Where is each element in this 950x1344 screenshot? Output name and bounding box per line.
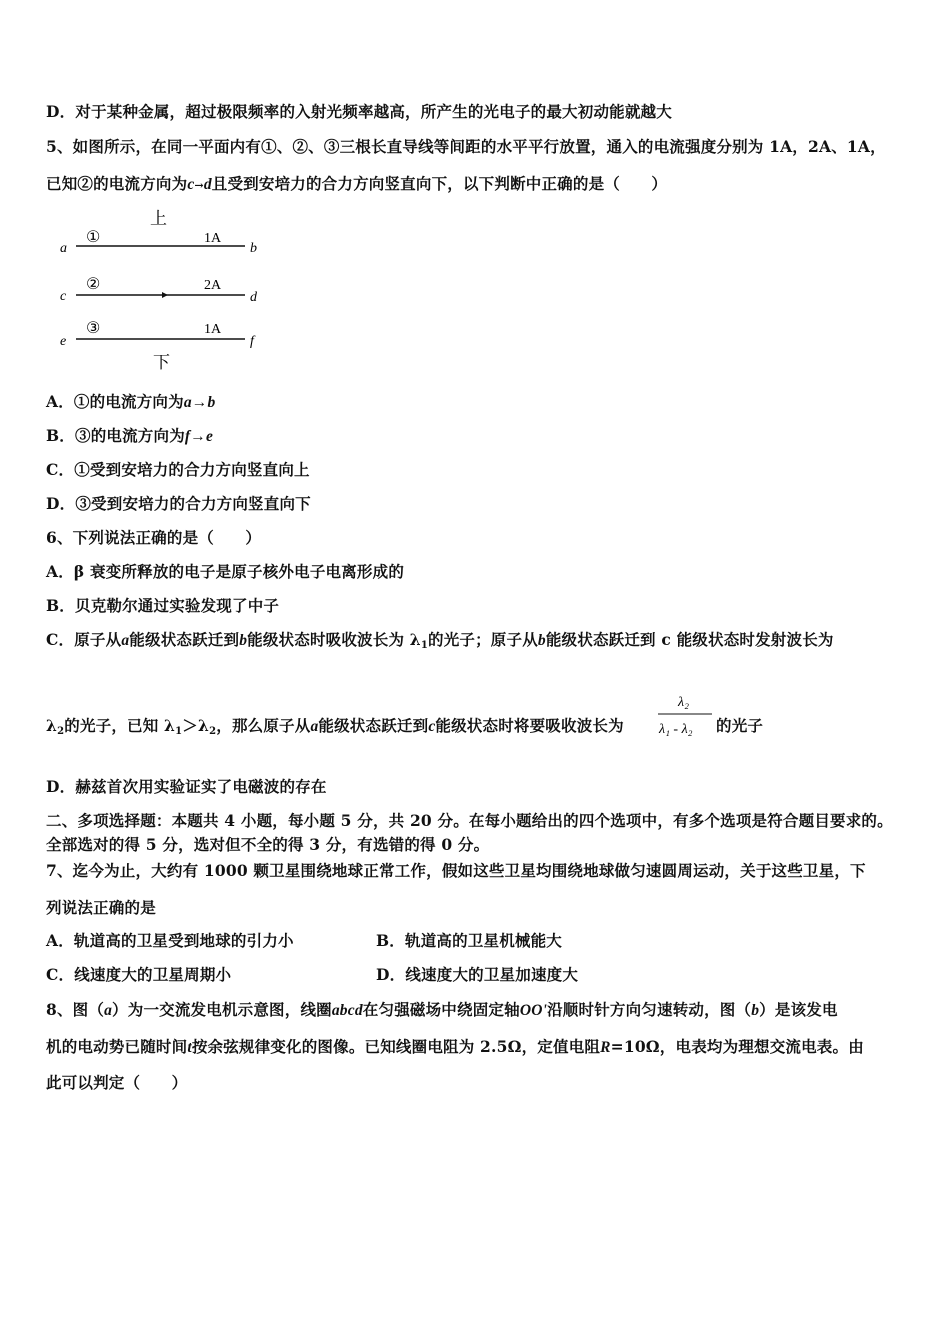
- wire-1-left-end: a: [60, 241, 67, 256]
- q6c2-t8: a: [310, 718, 319, 735]
- q6c-t8: b: [537, 632, 546, 649]
- q6c-t7: 的光子；原子从: [428, 630, 538, 649]
- wire-2-right-end: d: [250, 290, 257, 305]
- q6-stem: 6、下列说法正确的是（ ）: [46, 528, 262, 547]
- q8-stem-line3: 此可以判定（ ）: [46, 1073, 188, 1092]
- q5-var-d: d: [203, 176, 212, 193]
- q8-stem-line2: [46, 1037, 864, 1058]
- q6-option-c-tail: 的光子: [716, 716, 764, 735]
- q7-stem-line1: 7、迄今为止，大约有 1000 颗卫星围绕地球正常工作，假如这些卫星均围绕地球做匀速圆周运动，关于这些卫星，下: [46, 861, 866, 880]
- q8-u3: 按余弦规律变化的图像。已知线圈电阻为 2.5Ω，定值电阻: [191, 1037, 601, 1056]
- wire-2-number: ②: [86, 276, 101, 293]
- q5-stem-pre: 已知②的电流方向为: [46, 174, 188, 193]
- q8-u2: t: [187, 1039, 192, 1056]
- q5-wire-figure: [50, 200, 280, 375]
- wire-1-right-end: b: [250, 241, 257, 256]
- q8-t4: abcd: [331, 1002, 363, 1019]
- q6c2-t5: ＞λ: [182, 716, 210, 735]
- wire-1: [60, 229, 257, 256]
- q6c-t2: a: [121, 632, 130, 649]
- q8-u4: R: [600, 1039, 611, 1056]
- q6c2-t1: λ: [46, 716, 58, 735]
- q7-option-b: B．轨道高的卫星机械能大: [376, 931, 563, 950]
- q6c-t5: 能级状态时吸收波长为 λ: [247, 630, 421, 649]
- fraction-numerator: λ₂: [678, 695, 689, 710]
- q6c2-t2: 2: [57, 726, 65, 737]
- q5-option-b-expr: f→e: [184, 428, 214, 445]
- wire-2: [60, 276, 258, 305]
- q5-stem-line1: 5、如图所示，在同一平面内有①、②、③三根长直导线等间距的水平平行放置，通入的电流强度分别为 1A，2A、1A，: [46, 137, 886, 156]
- section2-intro-line2: 全部选对的得 5 分，选对但不全的得 3 分，有选错的得 0 分。: [46, 835, 490, 854]
- q6c2-t3: 的光子，已知 λ: [64, 716, 176, 735]
- q6-option-d: D．赫兹首次用实验证实了电磁波的存在: [46, 777, 327, 796]
- figure-bottom-label: 下: [153, 353, 170, 372]
- figure-top-label: 上: [150, 209, 167, 228]
- q8-t9: ）是该发电: [759, 1000, 838, 1019]
- q6c2-t11: 能级状态时将要吸收波长为: [435, 716, 624, 735]
- q6-fraction: [656, 690, 714, 742]
- wire-1-current: 1A: [204, 231, 222, 246]
- q5-option-b: [46, 426, 213, 447]
- q5-option-d: D．③受到安培力的合力方向竖直向下: [46, 494, 311, 513]
- q6c-t3: 能级状态跃迁到: [129, 630, 240, 649]
- q6-option-c-line2: [46, 716, 624, 742]
- q4-option-d: D．对于某种金属，超过极限频率的入射光频率越高，所产生的光电子的最大初动能就越大: [46, 102, 672, 121]
- q5-option-a: [46, 392, 215, 413]
- q6c2-t10: c: [428, 718, 436, 735]
- wire-3-right-end: f: [250, 334, 254, 349]
- fraction-denominator: λ₁ - λ₂: [659, 722, 693, 737]
- q6-option-c-line1: [46, 630, 834, 656]
- q7-option-a: A．轨道高的卫星受到地球的引力小: [46, 931, 294, 950]
- q5-option-a-text: A．①的电流方向为: [46, 392, 184, 411]
- q8-t8: b: [751, 1002, 760, 1019]
- q8-t5: 在匀强磁场中绕固定轴: [362, 1000, 520, 1019]
- q8-t2: a: [104, 1002, 113, 1019]
- q8-u5: =10Ω，电表均为理想交流电表。由: [610, 1037, 864, 1056]
- wire-3-current: 1A: [204, 322, 222, 337]
- q6c-t9: 能级状态跃迁到 c 能级状态时发射波长为: [545, 630, 834, 649]
- q6-option-b: B．贝克勒尔通过实验发现了中子: [46, 596, 280, 615]
- q6c2-t7: ，那么原子从: [216, 716, 311, 735]
- wire-3: [60, 320, 256, 349]
- q6c-t1: C．原子从: [46, 630, 122, 649]
- q7-option-d: D．线速度大的卫星加速度大: [376, 965, 579, 984]
- q6c2-t6: 2: [209, 726, 217, 737]
- q6c2-t9: 能级状态跃迁到: [318, 716, 429, 735]
- q7-stem-line2: 列说法正确的是: [46, 898, 156, 917]
- q5-option-c: C．①受到安培力的合力方向竖直向上: [46, 460, 310, 479]
- q6-option-a: A．β 衰变所释放的电子是原子核外电子电离形成的: [46, 562, 405, 581]
- q5-option-a-expr: a→b: [183, 394, 216, 411]
- q8-t1: 8、图（: [46, 1000, 105, 1019]
- wire-1-number: ①: [86, 229, 101, 246]
- q5-stem-post: 且受到安培力的合力方向竖直向下，以下判断中正确的是（ ）: [211, 174, 668, 193]
- q6c-t6: 1: [420, 640, 428, 651]
- wire-2-arrow-icon: [162, 292, 168, 298]
- wire-3-number: ③: [86, 320, 101, 337]
- q6c-t4: b: [239, 632, 248, 649]
- wire-2-current: 2A: [204, 278, 222, 293]
- q5-option-b-text: B．③的电流方向为: [46, 426, 185, 445]
- q8-u1: 机的电动势已随时间: [46, 1037, 188, 1056]
- arrow-icon: →: [194, 179, 204, 192]
- q5-var-c: c: [187, 176, 195, 193]
- wire-2-left-end: c: [60, 289, 67, 304]
- q8-stem-line1: [46, 1000, 838, 1021]
- q8-t7: 沿顺时针方向匀速转动，图（: [547, 1000, 752, 1019]
- q8-t6: OO': [519, 1002, 548, 1019]
- q8-t3: ）为一交流发电机示意图，线圈: [112, 1000, 332, 1019]
- wire-3-left-end: e: [60, 334, 67, 349]
- q5-stem-line2: [46, 174, 667, 196]
- section2-intro-line1: 二、多项选择题：本题共 4 小题，每小题 5 分，共 20 分。在每小题给出的四个选项中，有多个选项是符合题目要求的。: [46, 811, 893, 830]
- q6c2-t4: 1: [175, 726, 183, 737]
- q7-option-c: C．线速度大的卫星周期小: [46, 965, 232, 984]
